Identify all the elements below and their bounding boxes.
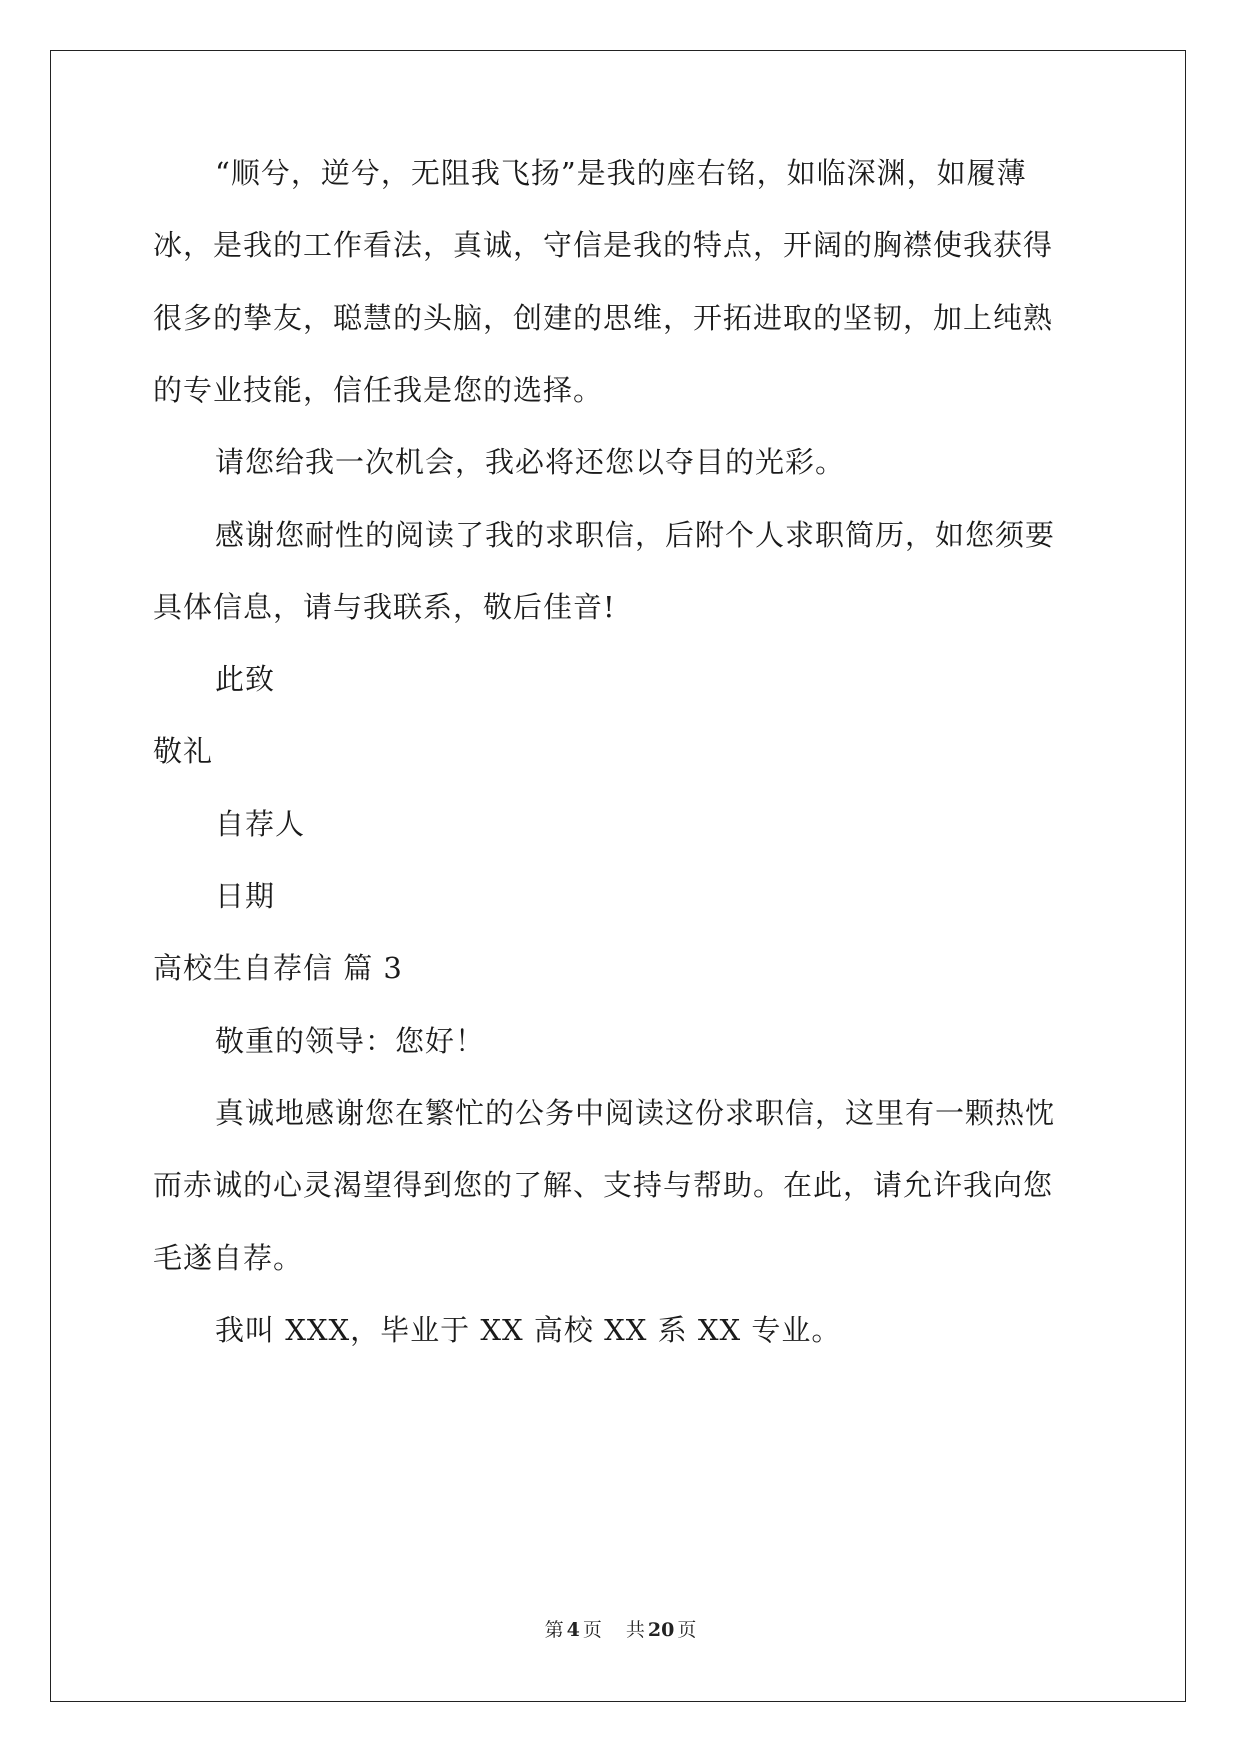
text-line: 很多的挚友，聪慧的头脑，创建的思维，开拓进取的坚韧，加上纯熟: [153, 300, 1054, 335]
text-line: 日期: [215, 879, 276, 913]
text-line: 敬重的领导：您好！: [215, 1023, 486, 1058]
text-line: 我叫 XXX，毕业于 XX 高校 XX 系 XX 专业。: [215, 1312, 842, 1347]
total-prefix: 共: [625, 1619, 645, 1641]
text-line: 此致: [215, 662, 276, 697]
text-line: 自荐人: [215, 806, 306, 841]
text-line: 毛遂自荐。: [153, 1240, 304, 1275]
page-number: 4: [566, 1619, 580, 1641]
text-line: 的专业技能，信任我是您的选择。: [153, 372, 604, 407]
page-footer: [0, 1618, 1241, 1642]
text-line: 高校生自荐信 篇 3: [153, 951, 403, 986]
page-prefix: 第: [544, 1619, 564, 1641]
text-line: 敬礼: [153, 734, 214, 769]
text-line: 感谢您耐性的阅读了我的求职信，后附个人求职简历，如您须要: [215, 517, 1056, 552]
text-line: 冰，是我的工作看法，真诚，守信是我的特点，开阔的胸襟使我获得: [153, 228, 1054, 263]
page-suffix: 页: [582, 1619, 602, 1641]
total-pages: 20: [647, 1619, 675, 1641]
total-suffix: 页: [677, 1619, 697, 1641]
text-line: 具体信息，请与我联系，敬后佳音!: [153, 589, 616, 624]
text-line: 真诚地感谢您在繁忙的公务中阅读这份求职信，这里有一颗热忱: [215, 1095, 1056, 1130]
text-line: 请您给我一次机会，我必将还您以夺目的光彩。: [215, 445, 846, 480]
text-line: “顺兮，逆兮，无阻我飞扬”是我的座右铭，如临深渊，如履薄: [215, 156, 1027, 190]
text-line: 而赤诚的心灵渴望得到您的了解、支持与帮助。在此，请允许我向您: [153, 1168, 1054, 1203]
